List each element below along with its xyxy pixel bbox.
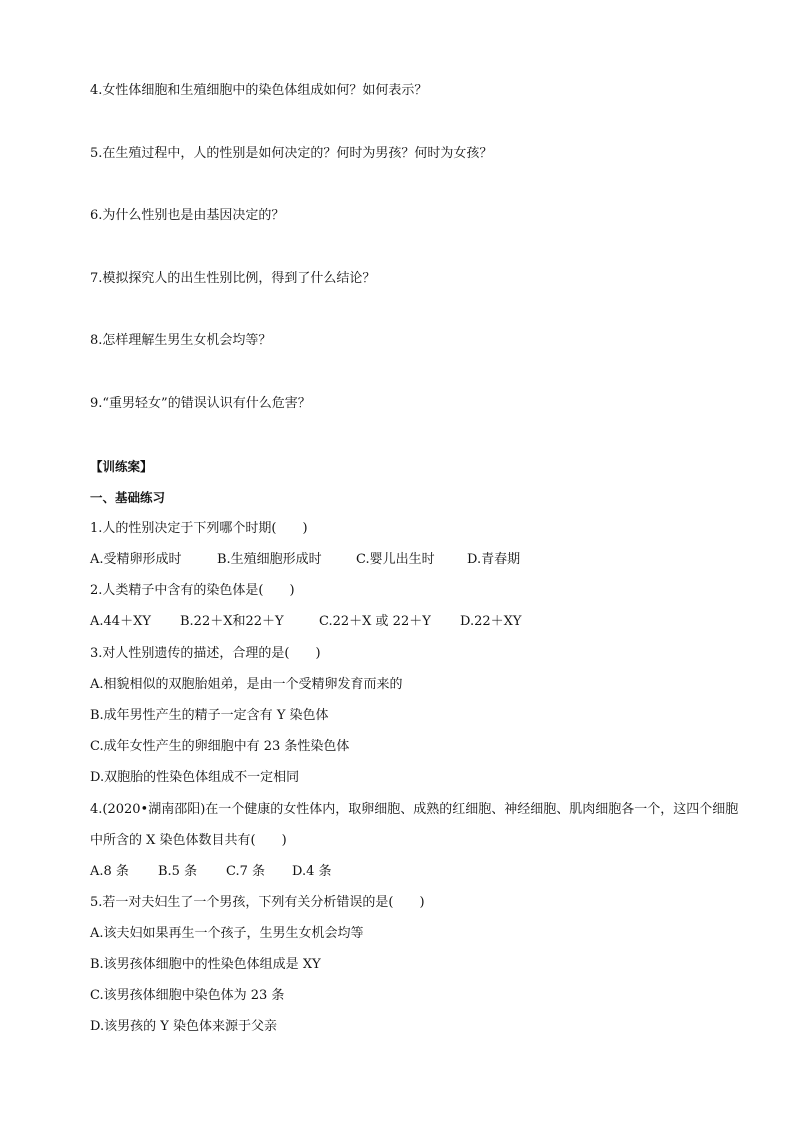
- q4-stem: 4.(2020•湖南邵阳)在一个健康的女性体内，取卵细胞、成熟的红细胞、神经细胞、肌肉细胞各一个，这四个细胞中所含的 X 染色体数目共有( ): [90, 802, 739, 848]
- q3-stem: 3.对人性别遗传的描述，合理的是( ): [90, 646, 321, 661]
- q1-option-c: C.婴儿出生时: [356, 552, 435, 567]
- q5-option-c: C.该男孩体细胞中染色体为 23 条: [90, 988, 285, 1003]
- q3-option-d: D.双胞胎的性染色体组成不一定相同: [90, 770, 300, 785]
- q4-option-d: D.4 条: [292, 864, 332, 879]
- study-question-8: 8.怎样理解生男生女机会均等？: [90, 333, 272, 348]
- study-question-5: 5.在生殖过程中，人的性别是如何决定的？何时为男孩？何时为女孩？: [90, 146, 493, 161]
- q1-option-d: D.青春期: [467, 552, 521, 567]
- q3-option-c: C.成年女性产生的卵细胞中有 23 条性染色体: [90, 739, 350, 754]
- q4-option-a: A.8 条: [90, 864, 129, 879]
- study-question-6: 6.为什么性别也是由基因决定的？: [90, 208, 285, 223]
- q5-option-a: A.该夫妇如果再生一个孩子，生男生女机会均等: [90, 926, 364, 941]
- q2-option-a: A.44＋XY: [90, 614, 151, 629]
- q2-stem: 2.人类精子中含有的染色体是( ): [90, 583, 295, 598]
- study-question-7: 7.模拟探究人的出生性别比例，得到了什么结论？: [90, 271, 376, 286]
- q1-option-b: B.生殖细胞形成时: [217, 552, 322, 567]
- q2-option-c: C.22＋X 或 22＋Y: [319, 614, 431, 629]
- q3-option-b: B.成年男性产生的精子一定含有 Y 染色体: [90, 708, 329, 723]
- q2-option-d: D.22＋XY: [460, 614, 522, 629]
- study-question-9: 9.“重男轻女”的错误认识有什么危害？: [90, 396, 311, 411]
- training-heading: 【训练案】: [90, 459, 153, 474]
- section-heading: 一、基础练习: [90, 490, 166, 505]
- q4-option-b: B.5 条: [158, 864, 198, 879]
- q3-option-a: A.相貌相似的双胞胎姐弟，是由一个受精卵发育而来的: [90, 677, 403, 692]
- q2-option-b: B.22＋X和22＋Y: [180, 614, 284, 629]
- q1-option-a: A.受精卵形成时: [90, 552, 182, 567]
- q2-options: [90, 614, 521, 630]
- q5-stem: 5.若一对夫妇生了一个男孩，下列有关分析错误的是( ): [90, 895, 425, 910]
- q5-option-b: B.该男孩体细胞中的性染色体组成是 XY: [90, 957, 321, 972]
- q1-options: [90, 552, 520, 568]
- q4-options: [90, 864, 332, 880]
- q1-stem: 1.人的性别决定于下列哪个时期( ): [90, 521, 308, 536]
- q4-option-c: C.7 条: [226, 864, 266, 879]
- q5-option-d: D.该男孩的 Y 染色体来源于父亲: [90, 1019, 277, 1034]
- study-question-4: 4.女性体细胞和生殖细胞中的染色体组成如何？如何表示？: [90, 83, 428, 98]
